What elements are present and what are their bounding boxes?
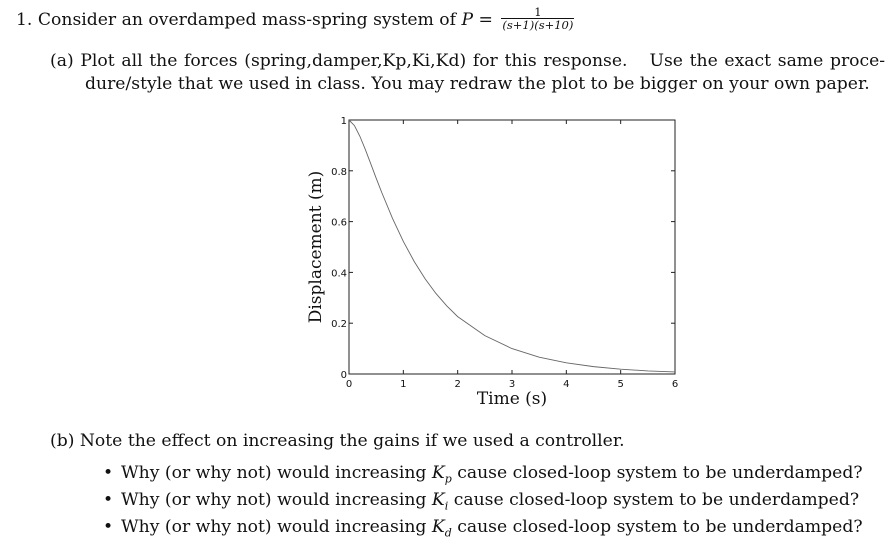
- x-axis-label: Time (s): [476, 389, 548, 409]
- x-tick-label: 6: [671, 379, 679, 390]
- x-tick-label: 4: [563, 379, 570, 390]
- fraction-denominator: (s+1)(s+10): [502, 18, 574, 32]
- gain-subscript: p: [444, 472, 452, 486]
- gain-subscript: i: [444, 499, 449, 513]
- gain-symbol: K: [431, 517, 445, 537]
- x-tick-label: 3: [508, 379, 516, 390]
- displacement-curve: [349, 120, 675, 372]
- bullet-text-before: Why (or why not) would increasing: [121, 490, 427, 510]
- part-a-text-1b: Use the exact same proce-: [649, 51, 886, 71]
- bullet-icon: •: [103, 463, 114, 483]
- gain-symbol: K: [431, 463, 445, 483]
- question-intro: Consider an overdamped mass-spring system of: [37, 10, 456, 30]
- transfer-function-fraction: [501, 6, 574, 31]
- bullet-text-after: cause closed-loop system to be underdamped?: [457, 517, 863, 537]
- x-tick-label: 0: [345, 379, 353, 390]
- part-b-text: Note the effect on increasing the gains if we used a controller.: [79, 431, 625, 451]
- part-a-label: (a): [50, 51, 74, 71]
- part-b-line: [50, 430, 625, 452]
- equals-sign: =: [478, 10, 493, 30]
- y-tick-label: 0.8: [331, 166, 347, 178]
- gain-symbol: K: [431, 490, 445, 510]
- question-number: 1.: [16, 10, 33, 30]
- y-tick-label: 0.4: [331, 268, 347, 280]
- bullet-item: [103, 516, 863, 544]
- part-a-text-1a: Plot all the forces (spring,damper,Kp,Ki,Kd) for this response.: [80, 51, 628, 71]
- question-1-header: [16, 5, 574, 33]
- displacement-chart: [300, 108, 700, 418]
- x-tick-label: 2: [454, 379, 461, 390]
- bullet-icon: •: [103, 517, 114, 537]
- y-tick-label: 0.2: [331, 319, 347, 331]
- transfer-function-symbol: P: [461, 10, 474, 30]
- bullet-item: [103, 489, 859, 517]
- x-tick-label: 1: [400, 379, 407, 390]
- y-tick-label: 0: [340, 370, 347, 381]
- bullet-text-before: Why (or why not) would increasing: [121, 517, 427, 537]
- bullet-text-after: cause closed-loop system to be underdamped?: [453, 490, 860, 510]
- y-tick-label: 0.6: [331, 217, 347, 229]
- part-b-label: (b): [50, 431, 75, 451]
- y-tick-label: 1: [340, 116, 347, 127]
- bullet-item: [103, 462, 863, 490]
- fraction-numerator: 1: [501, 6, 574, 19]
- bullet-text-after: cause closed-loop system to be underdamped?: [457, 463, 863, 483]
- plot-frame: [349, 120, 675, 374]
- x-tick-label: 5: [617, 379, 624, 390]
- part-a-line-2: dure/style that we used in class. You may redraw the plot to be bigger on your own paper.: [85, 74, 870, 94]
- gain-subscript: d: [444, 526, 452, 540]
- part-a-line-1: [50, 50, 885, 72]
- bullet-text-before: Why (or why not) would increasing: [121, 463, 427, 483]
- y-axis-label: Displacement (m): [306, 170, 326, 324]
- bullet-icon: •: [103, 490, 114, 510]
